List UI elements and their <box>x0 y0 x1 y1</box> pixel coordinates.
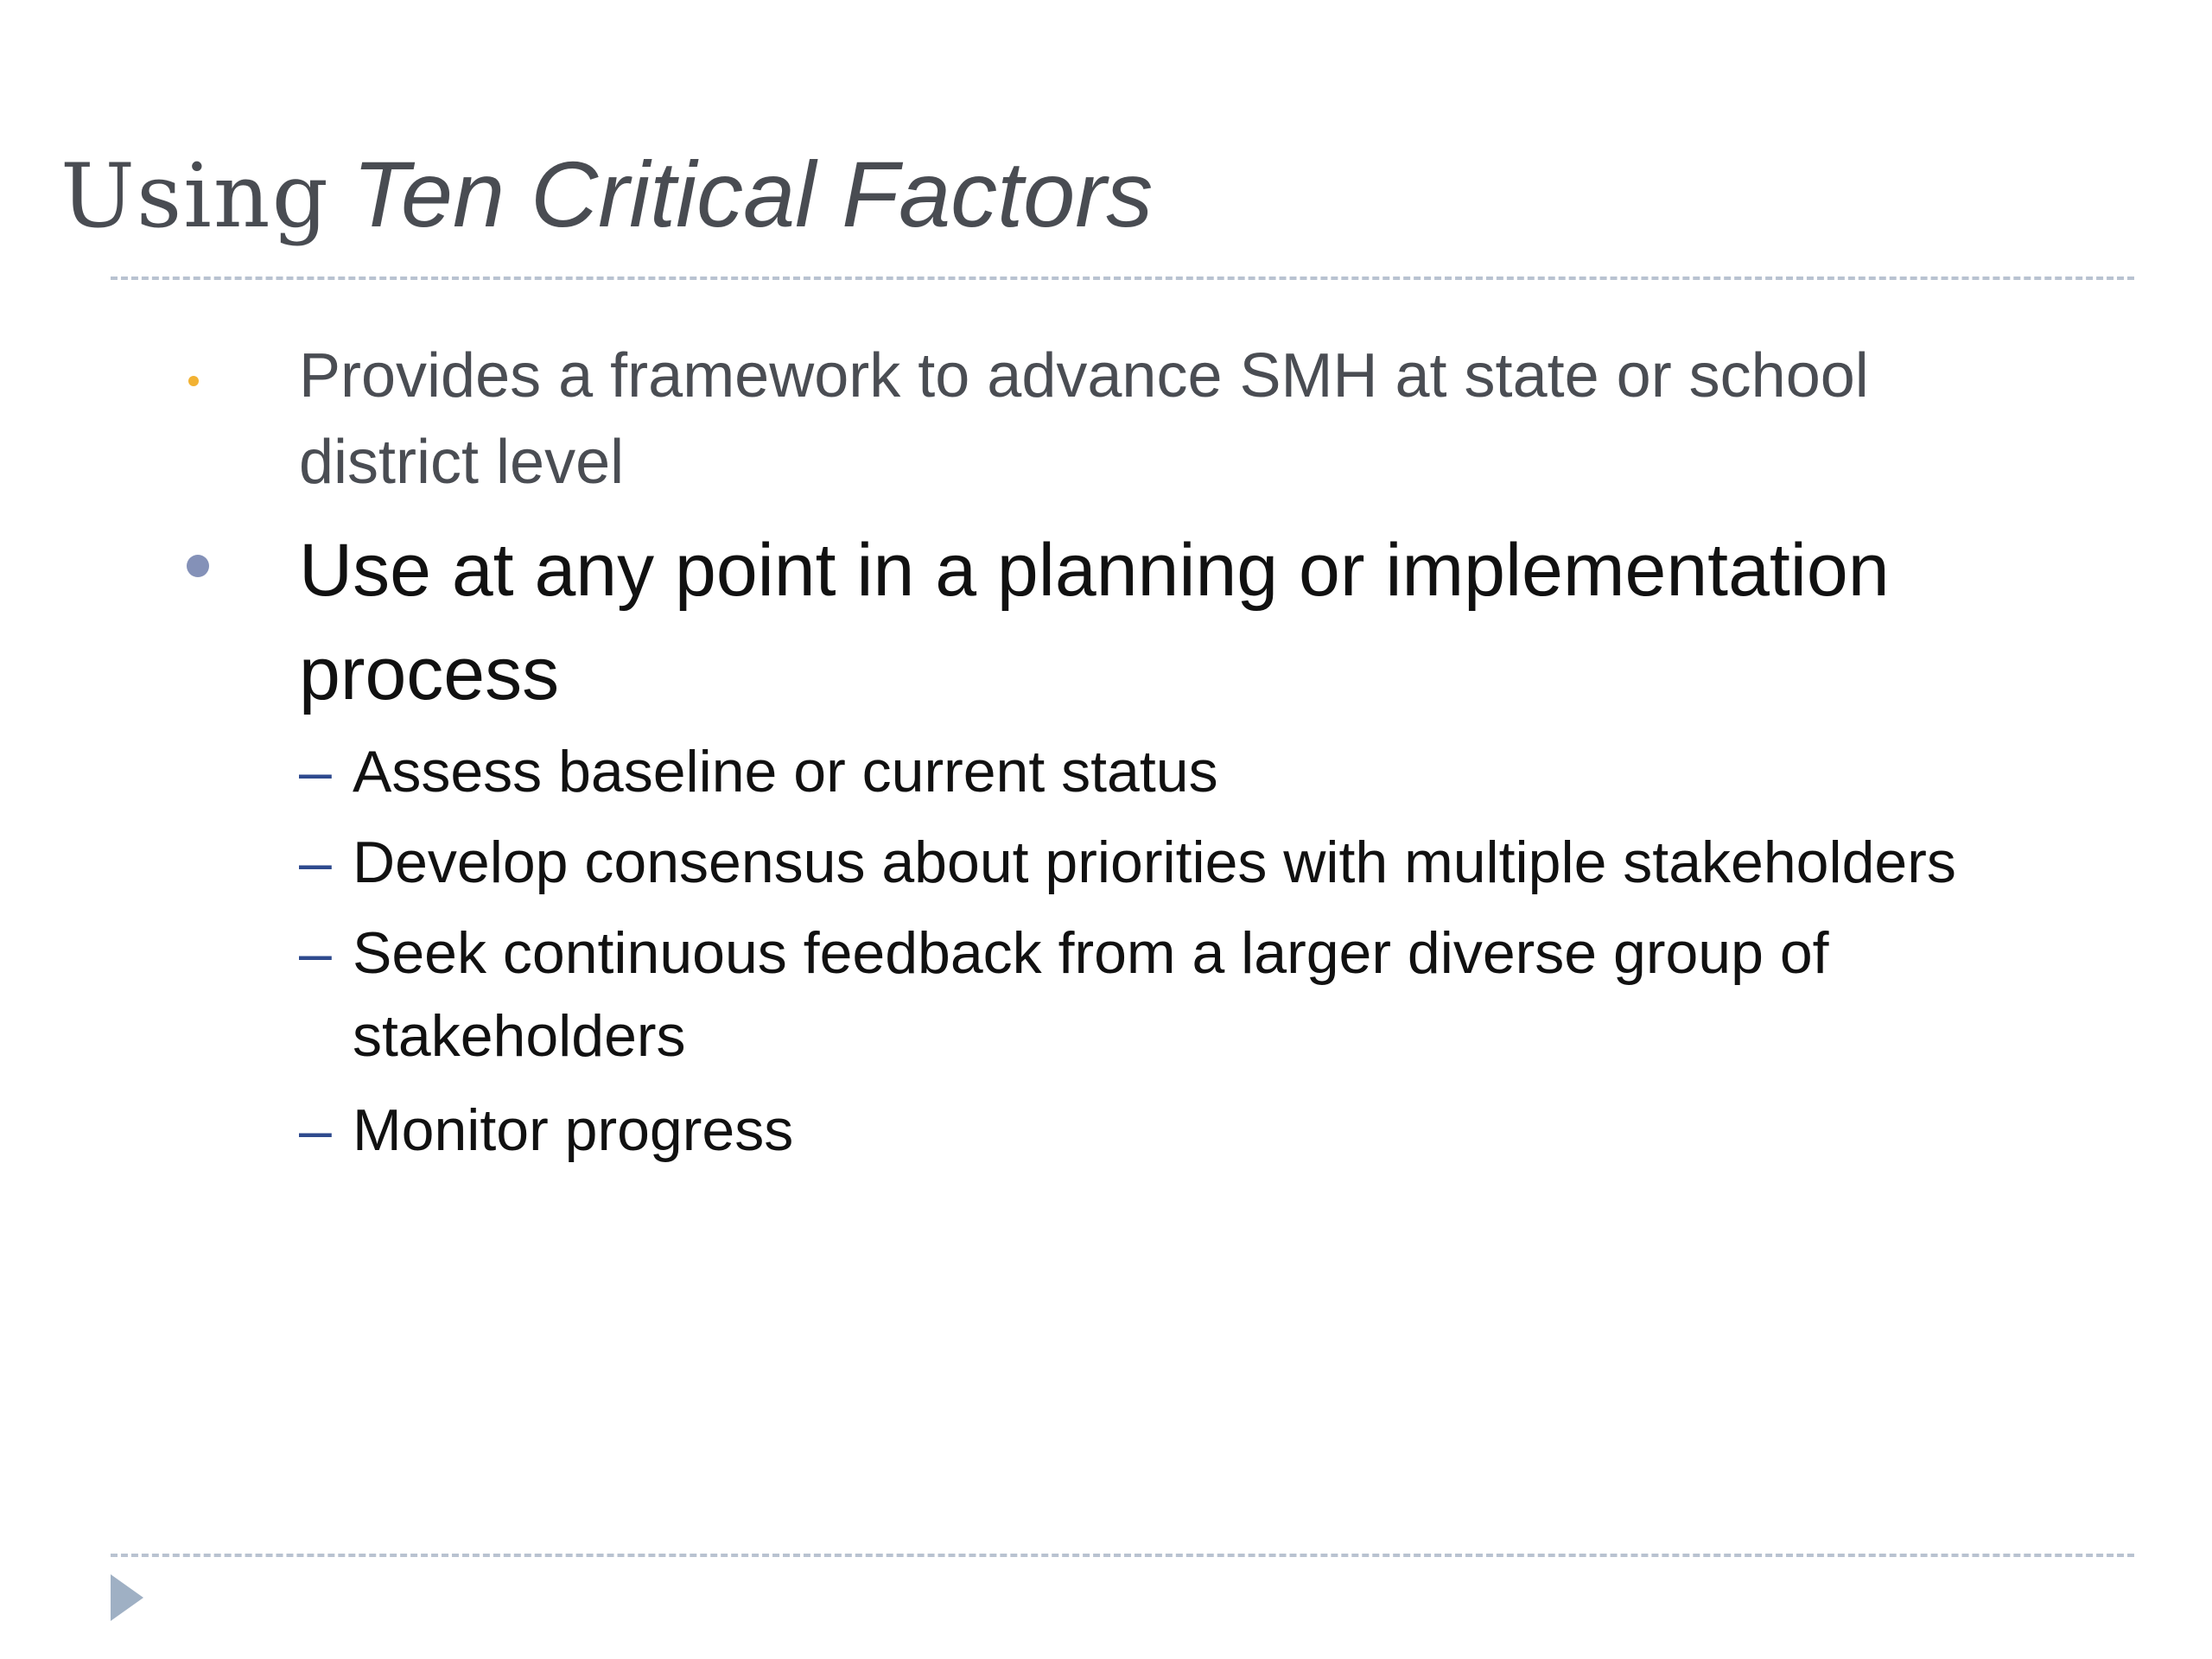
bullet-dot-icon <box>187 555 209 577</box>
bottom-dashed-divider <box>111 1554 2134 1557</box>
dash-bullet-icon: – <box>299 739 332 804</box>
sub-bullet-line: Seek continuous feedback from a larger diverse group of <box>353 920 1829 986</box>
top-dashed-divider <box>111 276 2134 280</box>
sub-bullet-line: stakeholders <box>353 1003 686 1069</box>
bullet-line: district level <box>299 428 625 497</box>
bullet-text <box>299 518 1890 726</box>
dash-bullet-icon: – <box>299 830 332 895</box>
dash-bullet-icon: – <box>299 1097 332 1163</box>
sub-bullet-text: Monitor progress <box>353 1097 794 1163</box>
play-triangle-icon[interactable] <box>111 1574 143 1621</box>
dash-bullet-icon: – <box>299 920 332 986</box>
bullet-text <box>299 333 1869 505</box>
bullet-line: process <box>299 632 560 715</box>
bullet-line: Use at any point in a planning or implementation <box>299 529 1890 612</box>
sub-bullet-text: Assess baseline or current status <box>353 739 1218 804</box>
bullet-dot-icon <box>188 376 199 386</box>
title-plain-text: Using <box>60 145 330 248</box>
title-italic-text: Ten Critical Factors <box>352 142 1154 246</box>
slide-title <box>60 130 1153 259</box>
sub-bullet-text <box>353 912 1829 1077</box>
bullet-line: Provides a framework to advance SMH at state or school <box>299 341 1869 410</box>
sub-bullet-text: Develop consensus about priorities with multiple stakeholders <box>353 830 1956 895</box>
